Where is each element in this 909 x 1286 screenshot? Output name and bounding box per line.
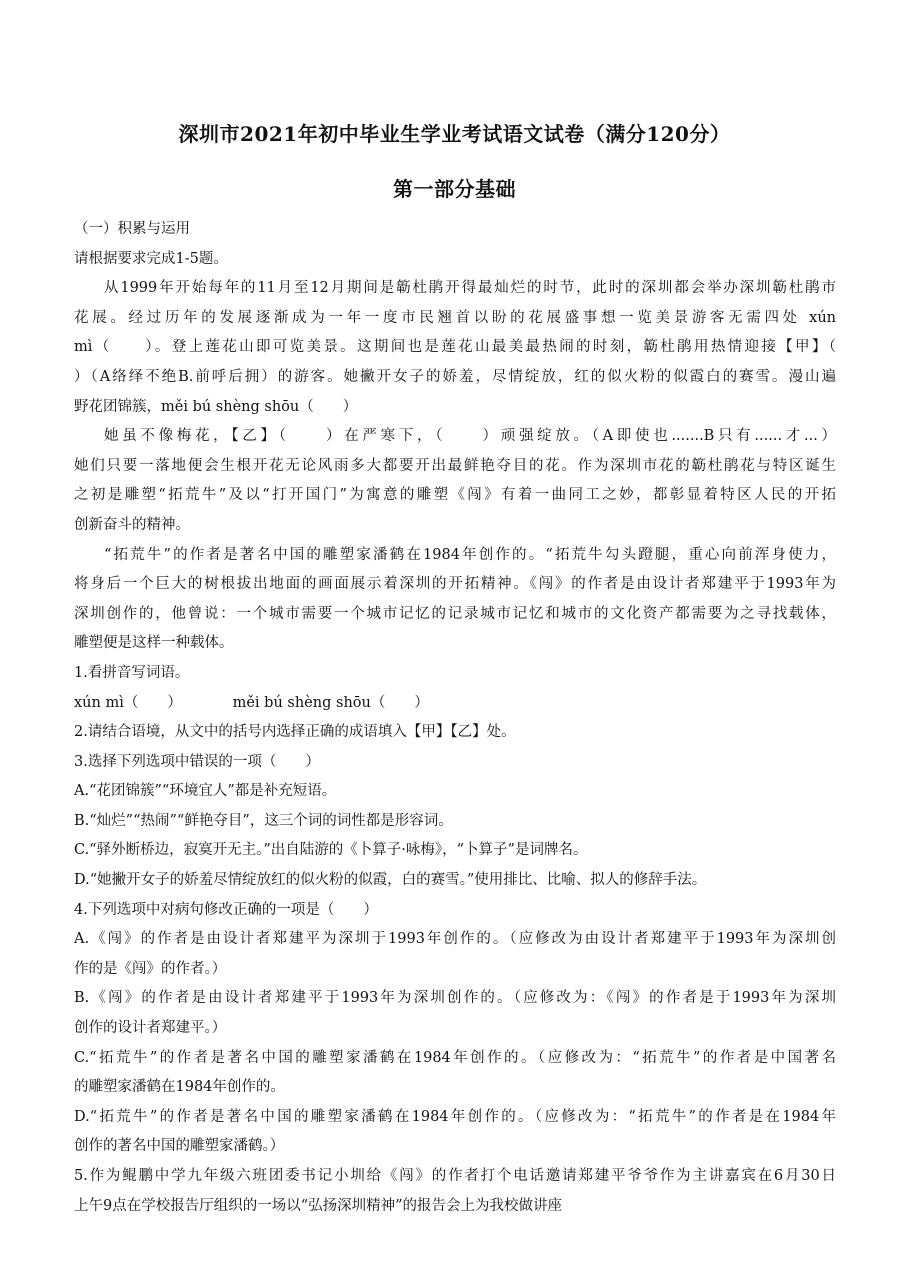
text-line: xún mì（ ） měi bú shèng shōu（ ） bbox=[74, 694, 429, 711]
text-line: A.《闯》的作者是由设计者郑建平为深圳于1993年创作的。（应修改为由设计者郑建平于1993年为深圳创 bbox=[74, 931, 836, 948]
text-line: 5.作为鲲鹏中学九年级六班团委书记小圳给《闯》的作者打个电话邀请郑建平爷爷作为主讲嘉宾在6月30日 bbox=[74, 1168, 836, 1184]
text-line: 创作的著名中国的雕塑家潘鹤。） bbox=[74, 1138, 285, 1155]
text-line: “拓荒牛”的作者是著名中国的雕塑家潘鹤在1984年创作的。“拓荒牛勾头蹬腿，重心向前浑身使力， bbox=[104, 546, 836, 563]
text-line: B.《闯》的作者是由设计者郑建平于1993年为深圳创作的。（应修改为：《闯》的作者是于1993年为深圳 bbox=[74, 990, 836, 1007]
text-line: C.“驿外断桥边，寂寞开无主。”出自陆游的《卜算子·咏梅》，“卜算子”是词牌名。 bbox=[74, 842, 588, 859]
text-line: D.“拓荒牛”的作者是著名中国的雕塑家潘鹤在1984年创作的。（应修改为：“拓荒牛”的作者是在1984年 bbox=[74, 1108, 836, 1125]
text-line: 从1999年开始每年的11月至12月期间是簕杜鹃开得最灿烂的时节，此时的深圳都会举办深圳簕杜鹃市 bbox=[104, 280, 836, 297]
text-line: 2.请结合语境，从文中的括号内选择正确的成语填入【甲】【乙】处。 bbox=[74, 724, 516, 741]
part-title: 第一部分基础 bbox=[393, 177, 516, 201]
text-line: 3.选择下列选项中错误的一项（ ） bbox=[74, 753, 320, 770]
text-line: 4.下列选项中对病句修改正确的一项是（ ） bbox=[74, 901, 378, 918]
text-line: 花展。经过历年的发展逐渐成为一年一度市民翘首以盼的花展盛事想一览美景游客无需四处 xún bbox=[74, 309, 836, 326]
text-line: 创作的设计者郑建平。） bbox=[74, 1020, 227, 1037]
text-line: A.“花团锦簇”“环境宜人”都是补充短语。 bbox=[74, 783, 337, 800]
text-line: 深圳创作的，他曾说：一个城市需要一个城市记忆的记录城市记忆和城市的文化资产都需要为之寻找载体， bbox=[74, 605, 836, 622]
text-line: 请根据要求完成1-5题。 bbox=[74, 250, 228, 267]
text-line: 创新奋斗的精神。 bbox=[74, 516, 190, 533]
text-line: ）（A络绎不绝B.前呼后拥）的游客。她撇开女子的娇羞，尽情绽放，红的似火粉的似霞白的赛雪。漫山遍 bbox=[74, 368, 836, 385]
text-line: B.“灿烂”“热闹”“鲜艳夺目”，这三个词的词性都是形容词。 bbox=[74, 812, 453, 829]
text-line: 雕塑便是这样一种载体。 bbox=[74, 635, 234, 652]
text-line: 将身后一个巨大的树根拔出地面的画面展示着深圳的开拓精神。《闯》的作者是由设计者郑建平于1993年为 bbox=[74, 576, 836, 593]
text-line: 她们只要一落地便会生根开花无论风雨多大都要开出最鲜艳夺目的花。作为深圳市花的簕杜鹃花与特区诞生 bbox=[74, 457, 836, 474]
text-line: 上午9点在学校报告厅组织的一场以“弘扬深圳精神”的报告会上为我校做讲座 bbox=[74, 1197, 563, 1214]
text-line: C.“拓荒牛”的作者是著名中国的雕塑家潘鹤在1984年创作的。（应修改为：“拓荒牛”的作者是中国著名 bbox=[74, 1049, 836, 1066]
text-line: 的雕塑家潘鹤在1984年创作的。 bbox=[74, 1079, 285, 1096]
text-line: mì（ ）。登上莲花山即可览美景。这期间也是莲花山最美最热闹的时刻，簕杜鹃用热情迎接【甲】（ bbox=[74, 339, 836, 356]
text-line: 1.看拼音写词语。 bbox=[74, 664, 190, 681]
text-line: 野花团锦簇，měi bú shèng shōu（ ） bbox=[74, 398, 358, 415]
text-line: 作的是《闯》的作者。） bbox=[74, 960, 227, 977]
text-line: 她虽不像梅花，【乙】（ ）在严寒下，（ ）顽强绽放。（A即使也.......B只有......才...） bbox=[104, 428, 836, 445]
exam-title: 深圳市2021年初中毕业生学业考试语文试卷（满分120分） bbox=[178, 122, 731, 146]
exam-body bbox=[74, 215, 836, 1221]
text-line: 之初是雕塑“拓荒牛”及以“打开国门”为寓意的雕塑《闯》有着一曲同工之妙，都彰显着特区人民的开拓 bbox=[74, 487, 836, 504]
text-line: （一）积累与运用 bbox=[74, 221, 190, 237]
text-line: D.“她撇开女子的娇羞尽情绽放红的似火粉的似霞，白的赛雪。”使用排比、比喻、拟人的修辞手法。 bbox=[74, 872, 707, 889]
